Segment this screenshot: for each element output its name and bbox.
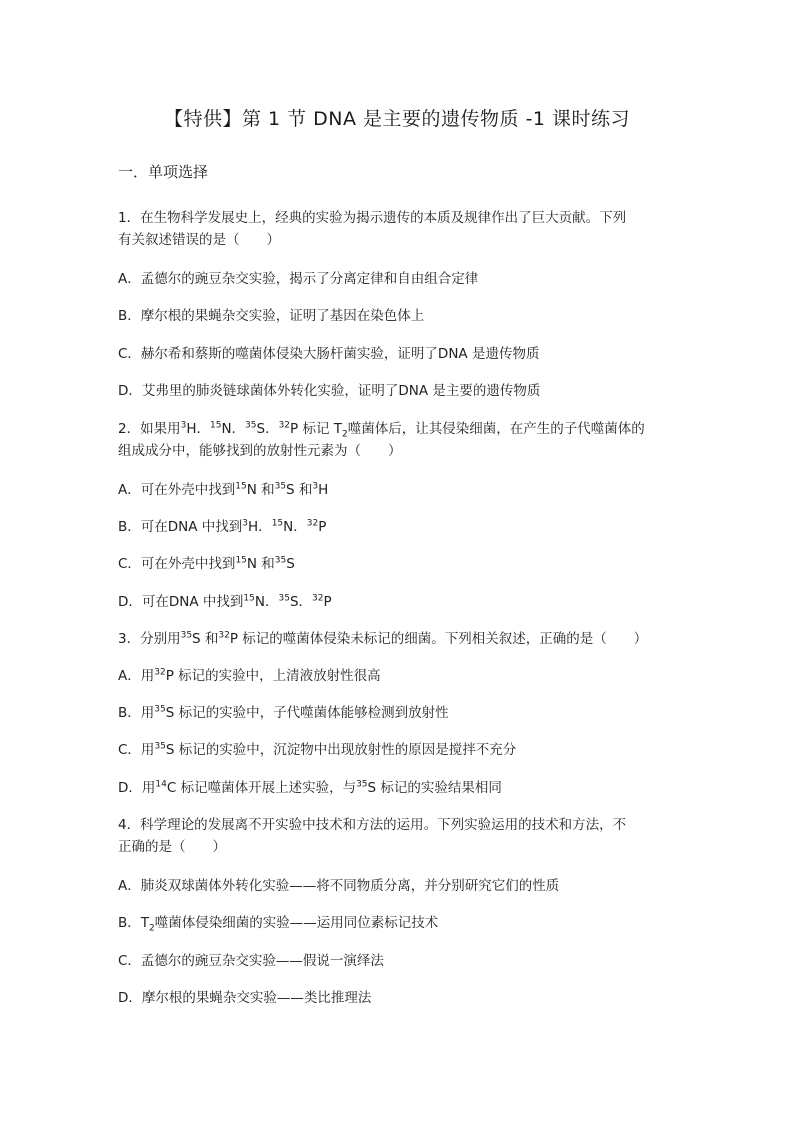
text-run: 3．分别用 [118,631,181,647]
question-4-option-a: A．肺炎双球菌体外转化实验——将不同物质分离，并分别研究它们的性质 [118,878,560,894]
text-run: S 和 [286,482,313,498]
text-run: S [286,556,295,572]
isotope-mass-number: 15 [243,593,255,604]
question-4-stem-line-1: 4．科学理论的发展离不开实验中技术和方法的运用。下列实验运用的技术和方法，不 [118,817,627,833]
text-run: S． [256,421,279,437]
question-1-option-b: B．摩尔根的果蝇杂交实验，证明了基因在染色体上 [118,308,425,324]
isotope-mass-number: 15 [209,420,222,431]
isotope-mass-number: 35 [180,630,193,641]
text-run: 2．如果用 [118,421,181,437]
isotope-mass-number: 35 [154,704,166,715]
question-1-stem-line-1: 1．在生物科学发展史上，经典的实验为揭示遗传的本质及规律作出了巨大贡献。下列 [118,210,627,226]
isotope-mass-number: 35 [274,555,287,566]
isotope-mass-number: 35 [154,741,166,752]
text-run: S 标记的实验结果相同 [367,780,502,796]
text-run: P [323,594,332,610]
question-4-option-d: D．摩尔根的果蝇杂交实验——类比推理法 [118,990,372,1006]
question-3-stem [118,628,688,650]
question-2-option-b [118,516,688,538]
isotope-mass-number: 14 [155,779,167,790]
text-run: C．可在外壳中找到 [118,556,236,572]
text-run: A．用 [118,668,155,684]
text-run: S． [289,594,313,610]
question-3-option-d [118,777,688,799]
subscript: 2 [342,429,348,440]
question-2-option-d [118,591,688,613]
text-run: N 和 [246,482,275,498]
text-run: C．用 [118,742,155,758]
isotope-mass-number: 3 [312,481,319,492]
text-run: 噬菌体后，让其侵染细菌，在产生的子代噬菌体的 [347,421,645,437]
question-4-stem-line-2: 正确的是（ ） [118,839,226,855]
text-run: P 标记的噬菌体侵染未标记的细菌。下列相关叙述，正确的是（ ） [229,631,648,647]
isotope-mass-number: 32 [154,667,166,678]
isotope-mass-number: 15 [235,481,247,492]
text-run: B．T [118,915,150,931]
question-2-stem-line-2: 组成成分中，能够找到的放射性元素为（ ） [118,443,402,459]
text-run: P 标记 T [290,421,343,437]
question-4-option-b [118,912,688,934]
text-run: S 标记的实验中，子代噬菌体能够检测到放射性 [165,705,449,721]
question-3-option-c [118,739,688,761]
isotope-mass-number: 35 [278,593,290,604]
text-run: B．用 [118,705,155,721]
subscript: 2 [149,923,155,934]
text-run: D．用 [118,780,156,796]
isotope-mass-number: 35 [245,420,257,431]
text-run: P 标记的实验中，上清液放射性很高 [165,668,381,684]
question-4-option-c: C．孟德尔的豌豆杂交实验——假说一演绎法 [118,953,384,969]
question-3-option-a [118,665,688,687]
question-2-option-a [118,479,688,501]
text-run: 噬菌体侵染细菌的实验——运用同位素标记技术 [154,915,439,931]
document-title: 【特供】第 1 节 DNA 是主要的遗传物质 -1 课时练习 [163,108,631,130]
text-run: P [318,519,327,535]
isotope-mass-number: 3 [180,420,187,431]
isotope-mass-number: 32 [312,593,324,604]
question-3-option-b [118,702,688,724]
text-run: S 标记的实验中，沉淀物中出现放射性的原因是搅拌不充分 [165,742,517,758]
isotope-mass-number: 32 [278,420,291,431]
question-1-option-a: A．孟德尔的豌豆杂交实验，揭示了分离定律和自由组合定律 [118,271,479,287]
question-1-option-d: D．艾弗里的肺炎链球菌体外转化实验，证明了DNA 是主要的遗传物质 [118,383,541,399]
text-run: B．可在DNA 中找到 [118,519,243,535]
question-2-option-c [118,553,688,575]
isotope-mass-number: 35 [356,779,368,790]
question-2-stem-line-1 [118,418,688,440]
text-run: N． [283,519,307,535]
text-run: N 和 [246,556,275,572]
isotope-mass-number: 3 [242,518,249,529]
text-run: H [318,482,329,498]
text-run: N． [221,421,246,437]
text-run: S 和 [192,631,219,647]
text-run: H． [248,519,272,535]
question-1-stem-line-2: 有关叙述错误的是（ ） [118,232,280,248]
isotope-mass-number: 35 [274,481,287,492]
text-run: D．可在DNA 中找到 [118,594,244,610]
text-run: N． [254,594,279,610]
isotope-mass-number: 15 [235,555,247,566]
text-run: C 标记噬菌体开展上述实验，与 [166,780,357,796]
question-1-option-c: C．赫尔希和蔡斯的噬菌体侵染大肠杆菌实验，证明了DNA 是遗传物质 [118,346,540,362]
text-run: A．可在外壳中找到 [118,482,236,498]
isotope-mass-number: 15 [271,518,284,529]
section-heading: 一．单项选择 [118,163,209,181]
isotope-mass-number: 32 [218,630,230,641]
text-run: H． [186,421,210,437]
isotope-mass-number: 32 [306,518,319,529]
